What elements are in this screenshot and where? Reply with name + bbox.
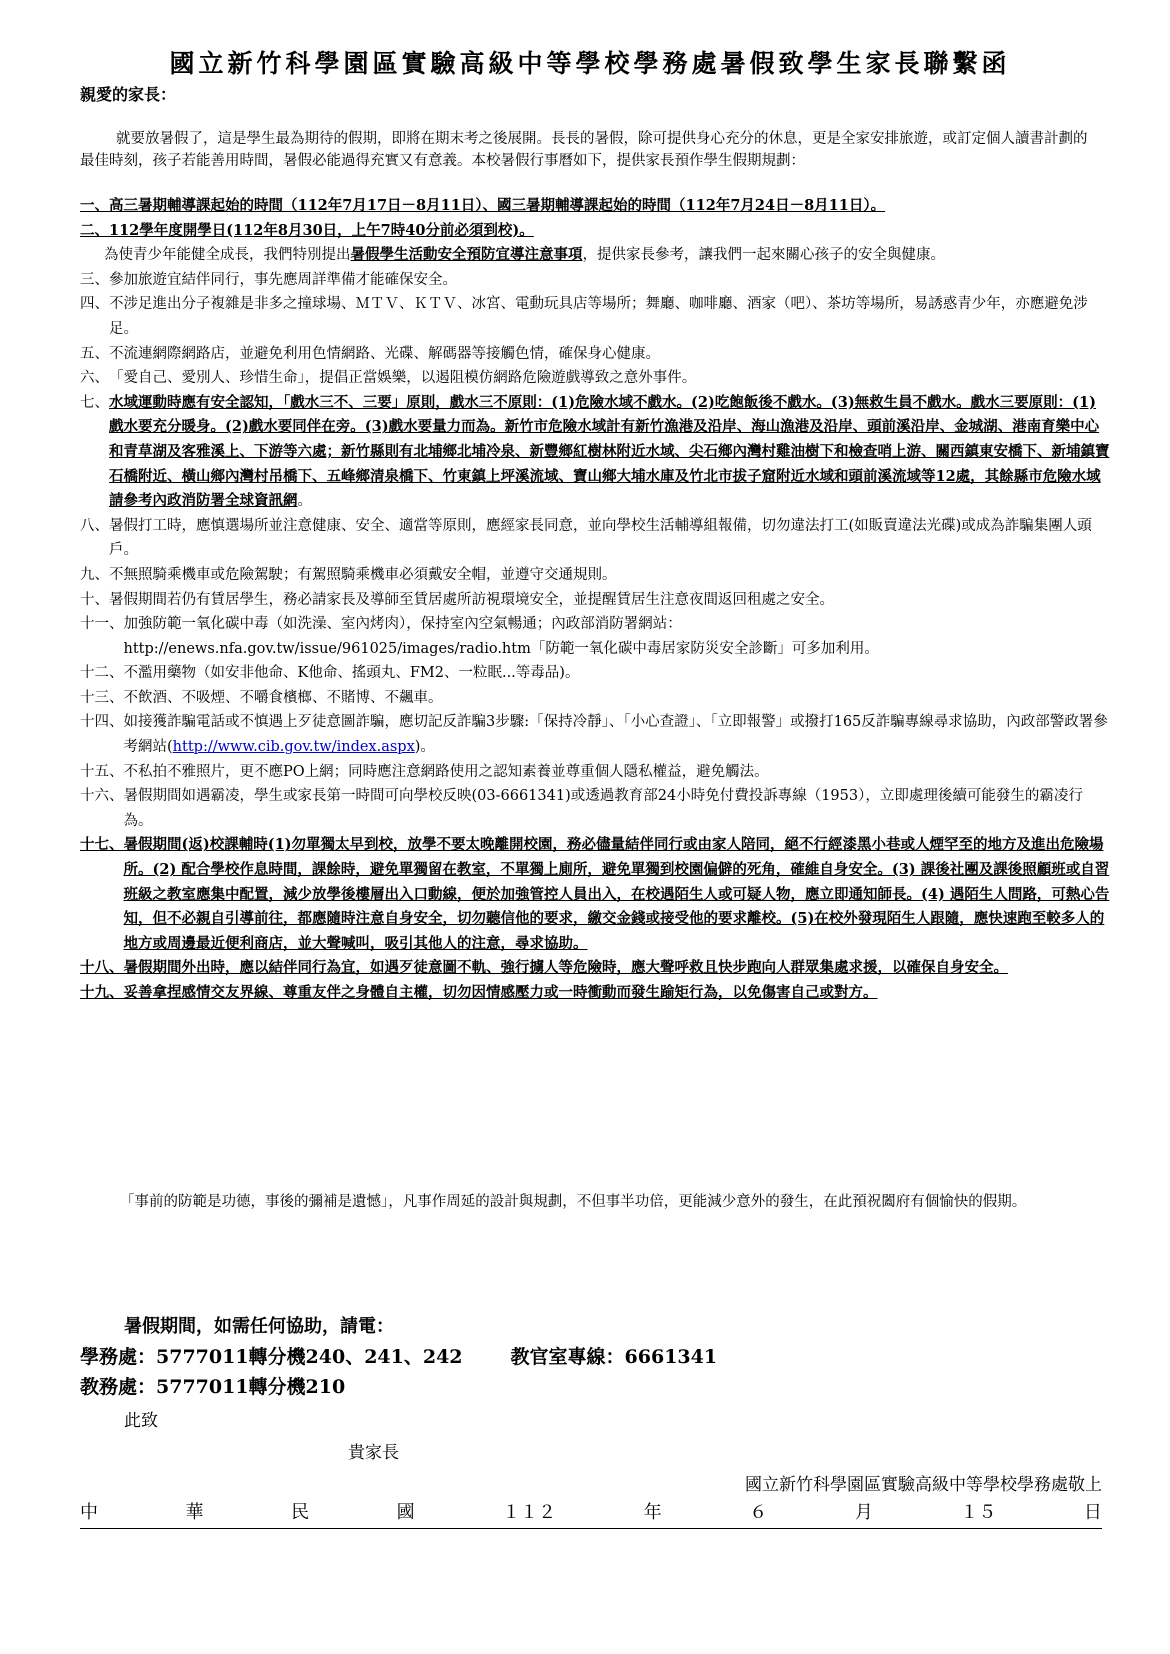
notice-list xyxy=(80,194,1110,1006)
cizhi-text: 此致 xyxy=(124,1411,158,1431)
list-item-16: 十六、 暑假期間如遇霸凌，學生或家長第一時間可向學校反映(03-6661341)或透過教育部24小時免付費投訴專線（1953），立即處理後續可能發生的霸凌行為。 xyxy=(80,788,1083,829)
letter-title: 國立新竹科學園區實驗高級中等學校學務處暑假致學生家長聯繫函 xyxy=(169,49,1011,78)
list-item-5: 五、 不流連網際網路店，並避免利用色情網路、光碟、解碼器等接觸色情，確保身心健康。 xyxy=(80,345,660,362)
contact-line-2: 教務處：5777011轉分機210 xyxy=(80,1376,346,1398)
safety-intro: 為使青少年能健全成長，我們特別提出暑假學生活動安全預防宜導注意事項，提供家長參考，讓我們一起來關心孩子的安全與健康。 xyxy=(104,246,945,264)
list-item-3: 三、 參加旅遊宜結伴同行，事先應周詳準備才能確保安全。 xyxy=(80,271,457,288)
intro-paragraph: 就要放暑假了，這是學生最為期待的假期，即將在期末考之後展開。長長的暑假，除可提供身心充分的休息，更是全家安排旅遊，或訂定個人讀書計劃的最佳時刻，孩子若能善用時間，暑假必能過得充實又有意義。本校暑假行事曆如下，提供家長預作學生假期規劃： xyxy=(80,131,1088,169)
contact-title: 暑假期間，如需任何協助，請電： xyxy=(124,1316,394,1337)
list-item-10: 十、 暑假期間若仍有賃居學生，務必請家長及導師至賃居處所訪視環境安全，並提醒賃居生注意夜間返回租處之安全。 xyxy=(80,591,834,608)
list-item-8: 八、 暑假打工時，應慎選場所並注意健康、安全、適當等原則，應經家長同意，並向學校生活輔導組報備，切勿違法打工(如販賣違法光碟)或成為詐騙集團人頭戶。 xyxy=(80,517,1092,559)
closing-paragraph: 「事前的防範是功德，事後的彌補是遺憾」，凡事作周延的設計與規劃，不但事半功倍，更能減少意外的發生，在此預祝闔府有個愉快的假期。 xyxy=(120,1194,1027,1210)
greeting: 親愛的家長： xyxy=(80,85,177,104)
list-item-1: 一、 高三暑期輔導課起始的時間（112年7月17日－8月11日）、國三暑期輔導課起始的時間（112年7月24日－8月11日）。 xyxy=(80,197,886,214)
list-item-13: 十三、 不飲酒、不吸煙、不嚼食檳榔、不賭博、不飆車。 xyxy=(80,689,443,706)
signature-text: 國立新竹科學園區實驗高級中等學校學務處敬上 xyxy=(745,1475,1102,1495)
list-item-19: 十九、 妥善拿捏感情交友界線、尊重友伴之身體自主權，切勿因情感壓力或一時衝動而發生踰矩行為，以免傷害自己或對方。 xyxy=(80,984,878,1001)
recipient-text: 貴家長 xyxy=(348,1443,399,1463)
list-item-14: 十四、 如接獲詐騙電話或不慎遇上歹徒意圖詐騙，應切記反詐騙3步驟:「保持冷靜」、「小心查證」、「立即報警」或撥打165反詐騙專線尋求協助，內政部警政署參考網站(http://www.cib.gov.tw/index.aspx)。 xyxy=(80,714,1108,756)
list-item-18: 十八、 暑假期間外出時，應以結伴同行為宜，如遇歹徒意圖不軌、強行擄人等危險時，應大聲呼救且快步跑向人群眾集處求援，以確保自身安全。 xyxy=(80,959,1008,977)
list-item-4: 四、 不涉足進出分子複雜是非多之撞球場、ＭＴＶ、ＫＴＶ、冰宮、電動玩具店等場所；舞廳、咖啡廳、酒家（吧）、茶坊等場所，易誘惑青少年，亦應避免涉足。 xyxy=(80,296,1088,337)
co-safety-url: http://enews.nfa.gov.tw/issue/961025/images/radio.htm「防範一氧化碳中毒居家防災安全診斷」可多加利用。 xyxy=(123,640,879,657)
contact-line-1: 學務處：5777011轉分機240、241、242 教官室專線：6661341 xyxy=(80,1346,718,1368)
list-item-7: 七、 水域運動時應有安全認知，「戲水三不、三要」原則，戲水三不原則：(1)危險水域不戲水。(2)吃飽飯後不戲水。(3)無救生員不戲水。戲水三要原則：(1)戲水要充分暖身。(2)戲水要同伴在旁。(3)戲水要量力而為。新竹市危險水域計有新竹漁港及沿岸、海山漁港及沿岸、頭前溪沿岸、金城湖、港南育樂中心和青草湖及客雅溪上、下游等六處；新竹縣則有北埔鄉北埔冷泉、新豐鄉紅樹林附近水域、尖石鄉內灣村雞油樹下和檢查哨上游、關西鎮東安橋下、新埔鎮寶石橋附近、橫山鄉內灣村吊橋下、五峰鄉清泉橋下、竹東鎮上坪溪流域、寶山鄉大埔水庫及竹北市拔子窟附近水域和頭前溪流域等12處，其餘縣市危險水域請參考內政消防署全球資訊網。 xyxy=(80,393,1110,510)
date-line: 中 華 民 國 １１２ 年 ６ 月 １５ 日 xyxy=(80,1498,1102,1529)
list-item-12: 十二、 不濫用藥物（如安非他命、K他命、搖頭丸、FM2、一粒眠...等毒品)。 xyxy=(80,665,580,682)
list-item-11: 十一、 加強防範一氧化碳中毒（如洗澡、室內烤肉），保持室內空氣暢通；內政部消防署網站： http://enews.nfa.gov.tw/issue/961025/images/radio.htm「防範一氧化碳中毒居家防災安全診斷」可多加利用。 xyxy=(80,616,879,657)
cib-website-link[interactable]: http://www.cib.gov.tw/index.aspx xyxy=(172,739,415,756)
list-item-15: 十五、 不私拍不雅照片，更不應PO上網；同時應注意網路使用之認知素養並尊重個人隱私權益，避免觸法。 xyxy=(80,763,769,780)
list-item-6: 六、 「愛自己、愛別人、珍惜生命」，提倡正當娛樂，以遏阻模仿網路危險遊戲導致之意外事件。 xyxy=(80,370,697,387)
list-item-9: 九、 不無照騎乘機車或危險駕駛；有駕照騎乘機車必須戴安全帽，並遵守交通規則。 xyxy=(80,566,617,583)
list-item-17: 十七、 暑假期間(返)校課輔時(1)勿單獨太早到校，放學不要太晚離開校園，務必儘量結伴同行或由家人陪同，絕不行經漆黑小巷或人煙罕至的地方及進出危險場所。(2) 配合學校作息時間，課餘時，避免單獨留在教室，不單獨上廁所，避免單獨到校園偏僻的死角，確維自身安全。(3) 課後社團及課後照顧班或自習班級之教室應集中配置，減少放學後樓層出入口動線，便於加強管控人員出入，在校遇陌生人或可疑人物，應立即通知師長。(4) 遇陌生人問路，可熱心告知，但不必親自引導前往，都應隨時注意自身安全，切勿聽信他的要求，繳交金錢或接受他的要求離校。(5)在校外發現陌生人跟隨，應快速跑至較多人的地方或周邊最近便利商店，並大聲喊叫，吸引其他人的注意，尋求協助。 xyxy=(80,836,1110,952)
list-item-2: 二、 112學年度開學日(112年8月30日，上午7時40分前必須到校)。 xyxy=(80,221,534,239)
